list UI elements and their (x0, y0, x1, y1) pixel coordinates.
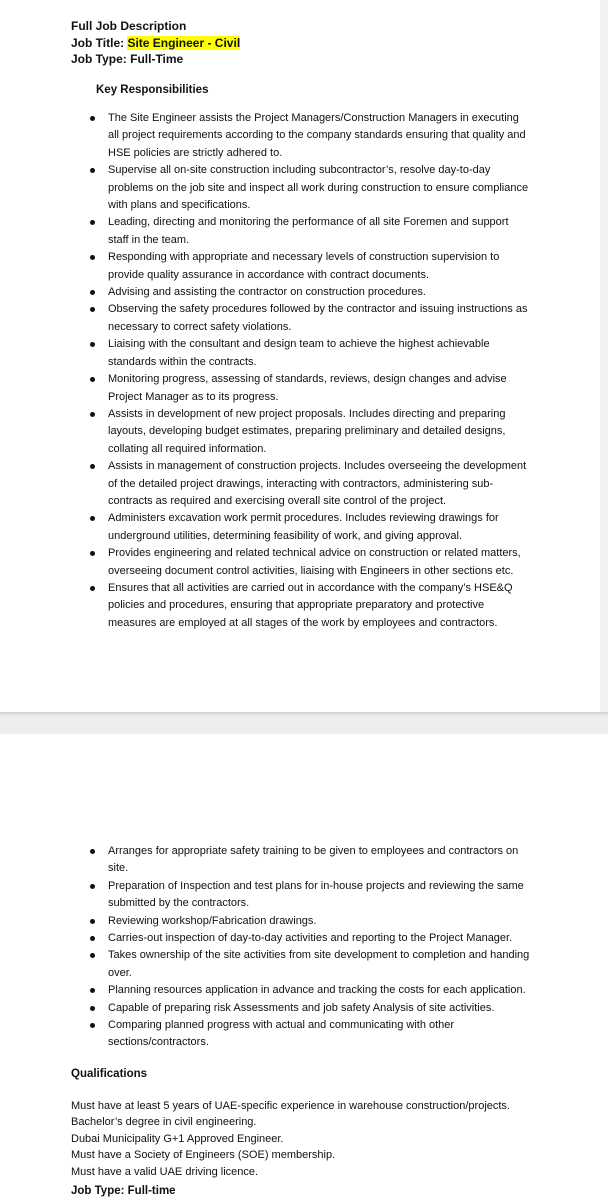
list-item: Carries-out inspection of day-to-day activities and reporting to the Project Manager. (90, 930, 530, 947)
list-item: Observing the safety procedures followed by the contractor and issuing instructions as necessary to correct safety violations. (90, 301, 530, 336)
list-item: Assists in management of construction projects. Includes overseeing the development of the detailed project drawings, interacting with contractors, administering sub-contracts as required and exercising overall site control of the project. (90, 458, 530, 510)
list-item: The Site Engineer assists the Project Managers/Construction Managers in executing all project requirements according to the company standards ensuring that quality and HSE policies are strictly adhered to. (90, 110, 530, 162)
qualifications-heading: Qualifications (71, 1068, 148, 1080)
qualifications-list (71, 1098, 551, 1180)
responsibilities-list-continued (90, 843, 530, 1052)
list-item: Provides engineering and related technical advice on construction or related matters, overseeing document control activities, liaising with Engineers in other sections etc. (90, 545, 530, 580)
job-header (71, 18, 240, 68)
list-item: Arranges for appropriate safety training to be given to employees and contractors on site. (90, 843, 530, 878)
list-item: Ensures that all activities are carried out in accordance with the company’s HSE&Q policies and procedures, ensuring that appropriate preparatory and protective measures are employed at all stages of the work by employees and contractors. (90, 580, 530, 632)
list-item: Comparing planned progress with actual and communicating with other sections/contractors. (90, 1017, 530, 1052)
job-type-footer: Job Type: Full-time (71, 1185, 176, 1197)
list-item: Monitoring progress, assessing of standards, reviews, design changes and advise Project Manager as to its progress. (90, 371, 530, 406)
job-title-value: Site Engineer - Civil (127, 35, 241, 50)
list-item: Takes ownership of the site activities from site development to completion and handing over. (90, 947, 530, 982)
qualification-item: Must have at least 5 years of UAE-specific experience in warehouse construction/projects. (71, 1100, 510, 1112)
job-title-label: Job Title: (71, 35, 128, 50)
page-break-gap (0, 712, 608, 734)
list-item: Reviewing workshop/Fabrication drawings. (90, 913, 530, 930)
qualification-item: Dubai Municipality G+1 Approved Engineer. (71, 1132, 284, 1145)
list-item: Administers excavation work permit procedures. Includes reviewing drawings for underground utilities, determining feasibility of work, and giving approval. (90, 510, 530, 545)
key-responsibilities-heading: Key Responsibilities (96, 84, 209, 96)
qualification-item: Must have a Society of Engineers (SOE) membership. (71, 1149, 336, 1162)
list-item: Planning resources application in advance and tracking the costs for each application. (90, 982, 530, 999)
list-item: Capable of preparing risk Assessments and job safety Analysis of site activities. (90, 1000, 530, 1017)
responsibilities-list (90, 110, 530, 632)
list-item: Supervise all on-site construction including subcontractor’s, resolve day-to-day problems on the job site and inspect all work during construction to ensure compliance with plans and specifications. (90, 162, 530, 214)
list-item: Liaising with the consultant and design team to achieve the highest achievable standards within the contracts. (90, 336, 530, 371)
qualification-item: Must have a valid UAE driving licence. (71, 1165, 259, 1178)
list-item: Advising and assisting the contractor on construction procedures. (90, 284, 530, 301)
page-edge-shadow (600, 0, 608, 712)
job-title-line (71, 35, 240, 52)
full-job-description-heading: Full Job Description (71, 19, 187, 33)
document-page-2 (0, 734, 608, 1200)
list-item: Assists in development of new project proposals. Includes directing and preparing layouts, developing budget estimates, preparing preliminary and detailed designs, collating all required information. (90, 406, 530, 458)
job-type-line: Job Type: Full-Time (71, 52, 184, 66)
list-item: Leading, directing and monitoring the performance of all site Foremen and support staff in the team. (90, 214, 530, 249)
list-item: Preparation of Inspection and test plans for in-house projects and reviewing the same submitted by the contractors. (90, 878, 530, 913)
list-item: Responding with appropriate and necessary levels of construction supervision to provide quality assurance in accordance with contract documents. (90, 249, 530, 284)
qualification-item: Bachelor’s degree in civil engineering. (71, 1116, 257, 1129)
